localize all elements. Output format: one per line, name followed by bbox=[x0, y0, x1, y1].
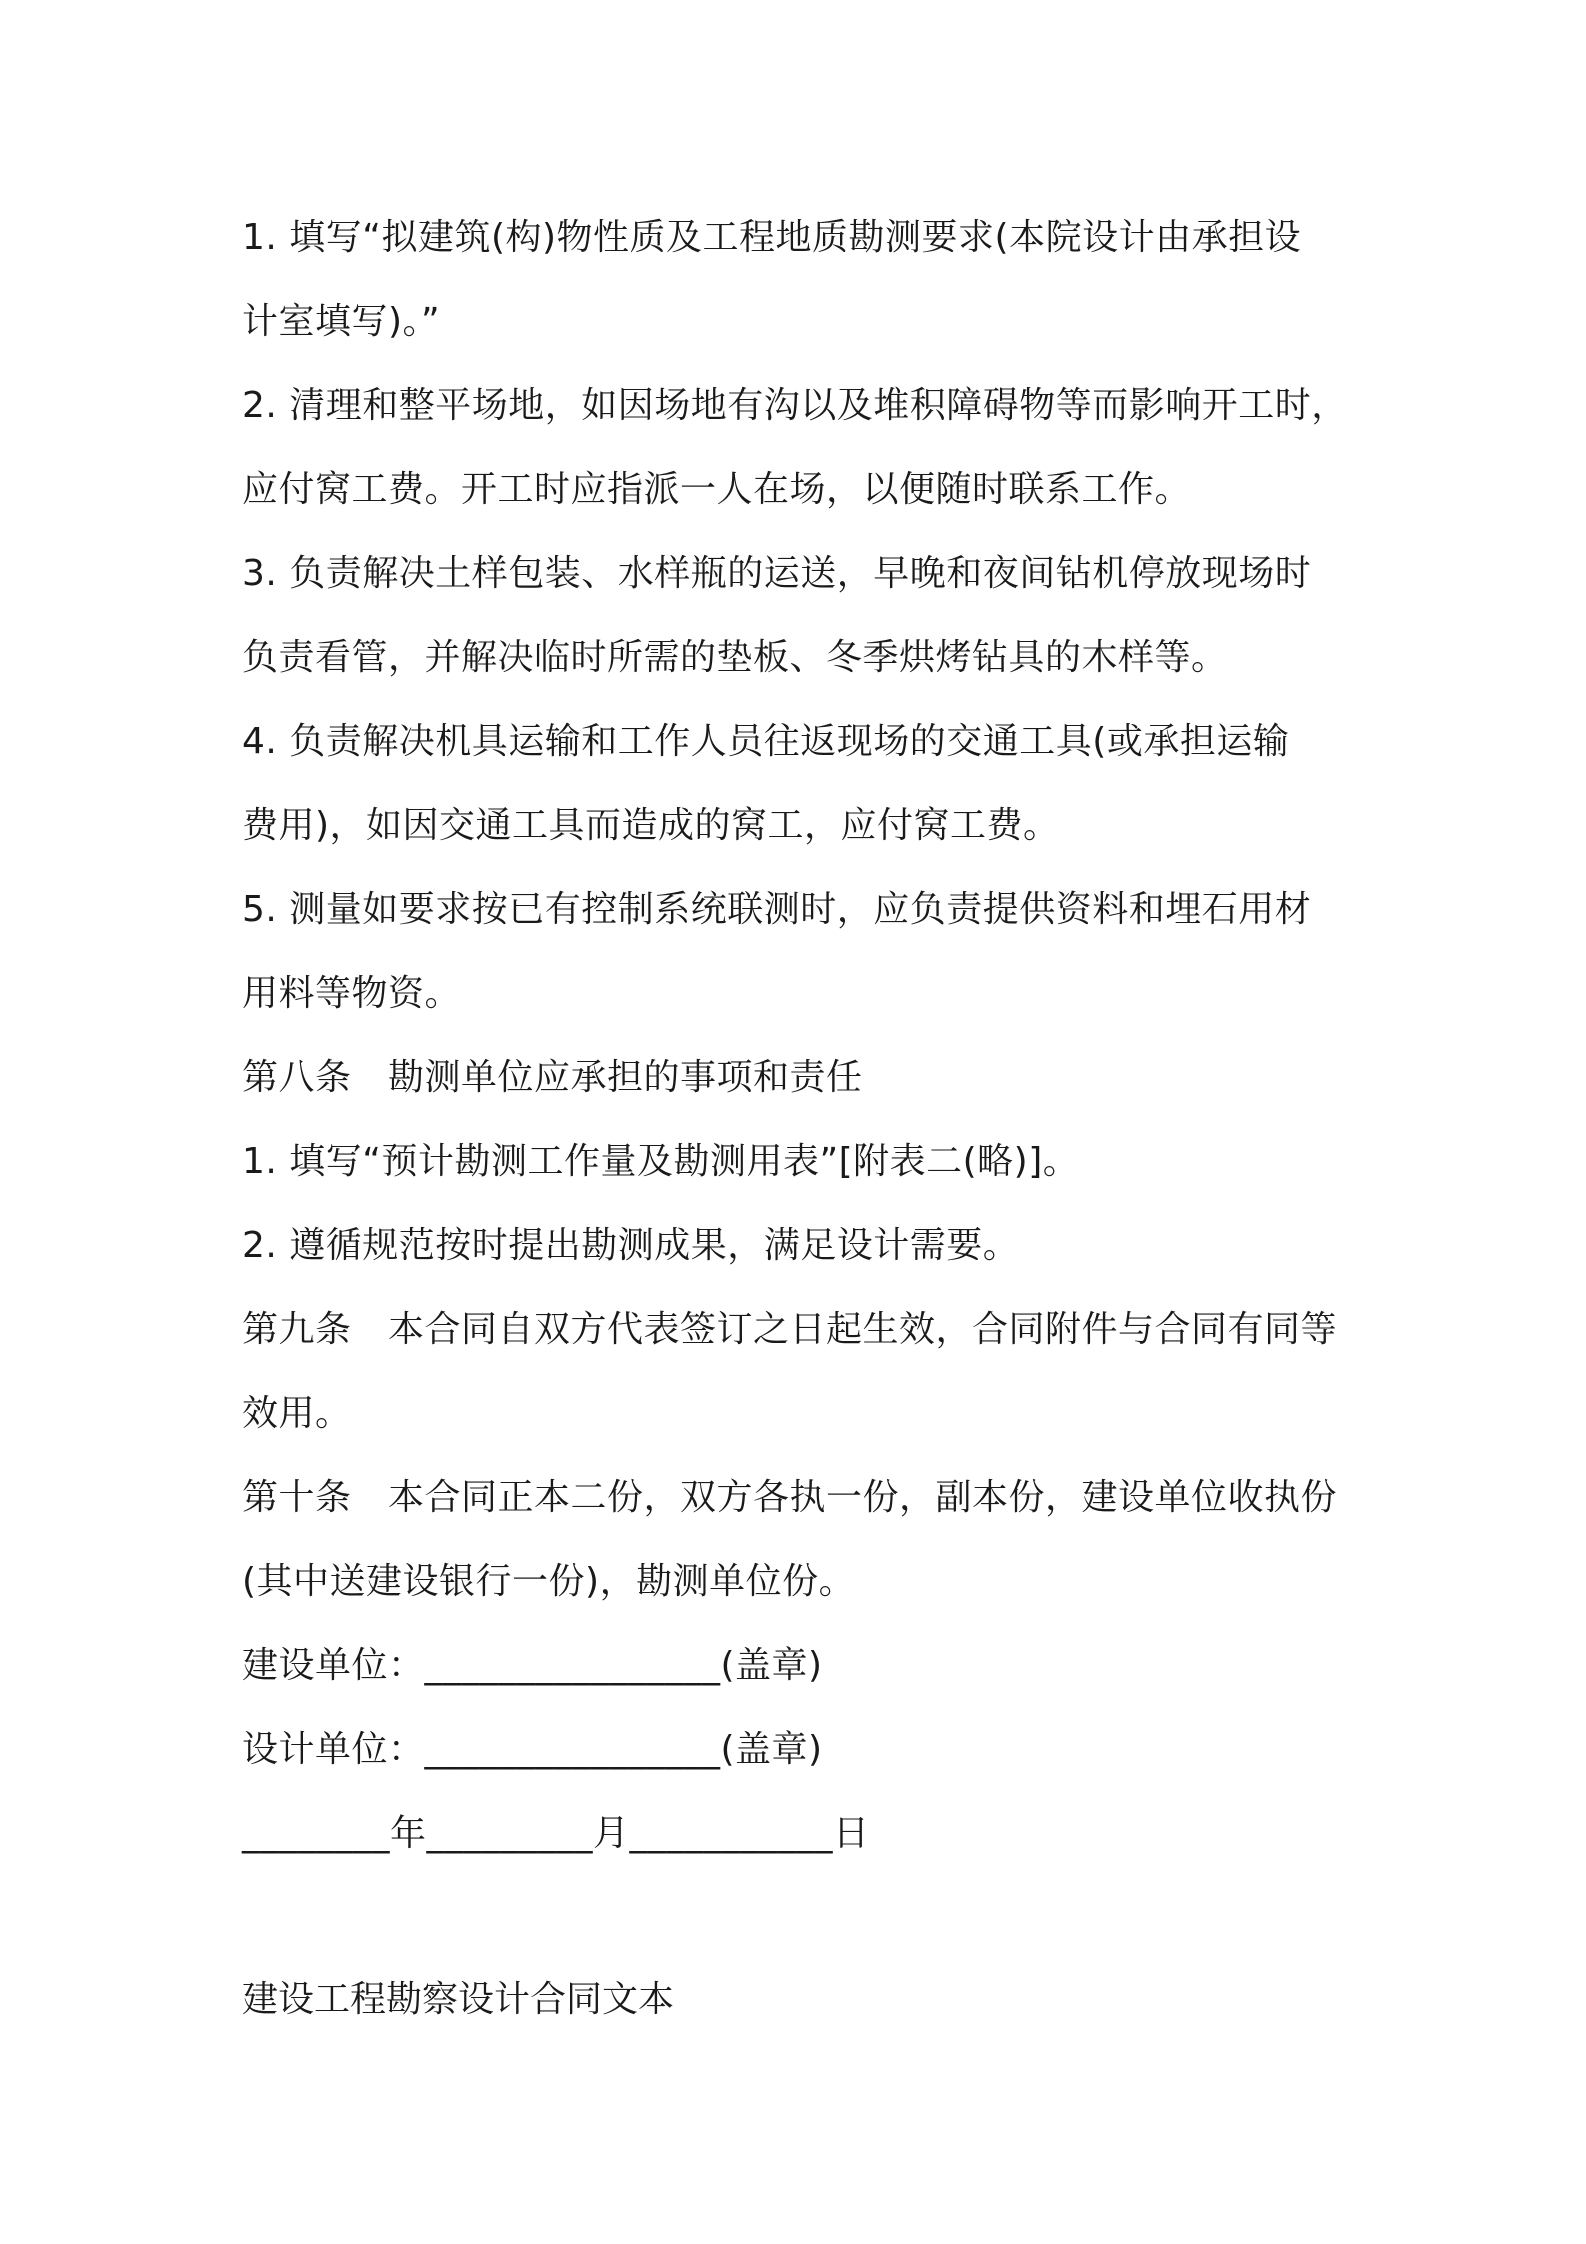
clause-8-heading: 第八条 勘测单位应承担的事项和责任 bbox=[242, 1057, 863, 1098]
clause-8-item-2: 2. 遵循规范按时提出勘测成果，满足设计需要。 bbox=[242, 1225, 1020, 1266]
clause-7-item-2-line-2: 应付窝工费。开工时应指派一人在场，以便随时联系工作。 bbox=[242, 469, 1192, 510]
clause-7-item-4-line-1: 4. 负责解决机具运输和工作人员往返现场的交通工具(或承担运输 bbox=[242, 721, 1290, 762]
spacer bbox=[242, 1876, 1362, 1958]
clause-7-item-5-line-2: 用料等物资。 bbox=[242, 973, 462, 1014]
clause-7-item-1-line-1: 1. 填写“拟建筑(构)物性质及工程地质勘测要求(本院设计由承担设 bbox=[242, 217, 1302, 258]
clause-7-item-1-line-2: 计室填写)。” bbox=[242, 301, 441, 342]
clause-8-item-1: 1. 填写“预计勘测工作量及勘测用表”[附表二(略)]。 bbox=[242, 1141, 1080, 1182]
clause-7-item-2-line-1: 2. 清理和整平场地，如因场地有沟以及堆积障碍物等而影响开工时， bbox=[242, 385, 1348, 426]
clause-7-item-3-line-1: 3. 负责解决土样包装、水样瓶的运送，早晚和夜间钻机停放现场时 bbox=[242, 553, 1312, 594]
signature-construction-unit: 建设单位：________________(盖章) bbox=[242, 1645, 823, 1686]
clause-9-line-1: 第九条 本合同自双方代表签订之日起生效，合同附件与合同有同等 bbox=[242, 1309, 1338, 1350]
clause-10-line-1: 第十条 本合同正本二份，双方各执一份，副本份，建设单位收执份 bbox=[242, 1477, 1338, 1518]
footer-document-title: 建设工程勘察设计合同文本 bbox=[242, 1979, 675, 2020]
clause-7-item-3-line-2: 负责看管，并解决临时所需的垫板、冬季烘烤钻具的木样等。 bbox=[242, 637, 1228, 678]
clause-10-line-2: (其中送建设银行一份)，勘测单位份。 bbox=[242, 1561, 856, 1602]
signature-design-unit: 设计单位：________________(盖章) bbox=[242, 1729, 823, 1770]
clause-7-item-4-line-2: 费用)，如因交通工具而造成的窝工，应付窝工费。 bbox=[242, 805, 1060, 846]
clause-9-line-2: 效用。 bbox=[242, 1393, 352, 1434]
date-line: ________年_________月___________日 bbox=[242, 1813, 870, 1854]
document-body bbox=[242, 196, 1362, 2042]
clause-7-item-5-line-1: 5. 测量如要求按已有控制系统联测时，应负责提供资料和埋石用材 bbox=[242, 889, 1312, 930]
